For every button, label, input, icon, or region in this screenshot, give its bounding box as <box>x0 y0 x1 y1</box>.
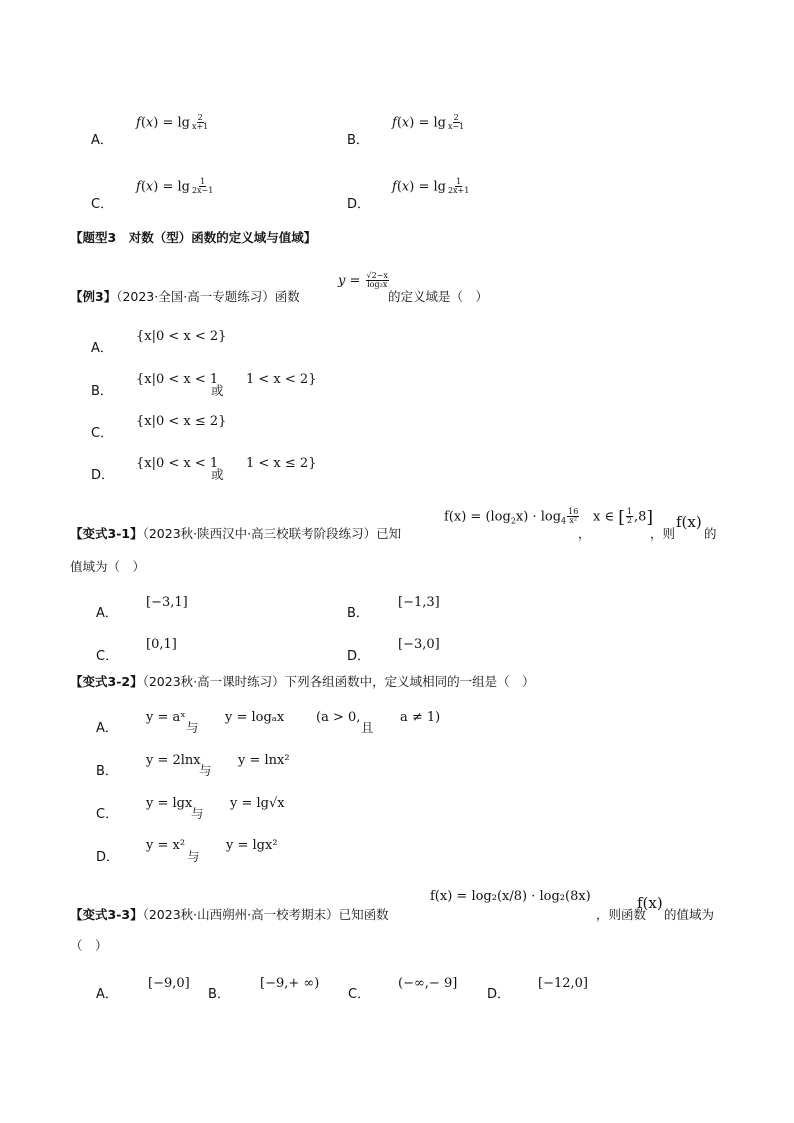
v32-option-a-2: y = logₐx <box>225 710 285 725</box>
v33-formula: f(x) = log₂(x/8) · log₂(8x) <box>430 889 591 904</box>
v32-option-a-label: A． <box>96 721 118 736</box>
v33-source: （2023秋·山西朔州·高一校考期末）已知函数 <box>142 907 389 922</box>
v31-option-a: [−3,1] <box>146 595 188 610</box>
v31-domain-a: x ∈ <box>593 509 615 525</box>
v32-option-d-label: D． <box>96 850 120 865</box>
frac-num: 1 <box>200 177 206 186</box>
v31-formula-a: f(x) = (log <box>444 509 511 525</box>
ex3-option-d-or: 或 <box>211 467 224 482</box>
v32-option-b-2: y = lnx² <box>238 753 290 768</box>
v33-suffix: 的值域为 <box>664 907 715 922</box>
ex3-option-a: {x|0 < x < 2} <box>136 329 227 344</box>
v32-source: （2023秋·高一课时练习）下列各组函数中，定义域相同的一组是（ ） <box>142 674 535 689</box>
v32-option-a-yu: 与 <box>186 720 199 735</box>
v32-option-d-2: y = lgx² <box>226 838 278 853</box>
v31-option-a-label: A． <box>96 606 118 621</box>
v33-line2: （ ） <box>70 938 108 953</box>
option-a-label: A． <box>91 133 113 148</box>
v31-option-d: [−3,0] <box>398 637 440 652</box>
v31-label: 【变式3-1】 <box>70 526 143 541</box>
frac-num: 1 <box>626 507 632 516</box>
ex3-option-b-1: {x|0 < x < 1 <box>136 372 219 387</box>
v32-option-b-label: B． <box>96 764 118 779</box>
ex3-source: （2023·全国·高一专题练习）函数 <box>116 289 300 304</box>
ex3-option-b-or: 或 <box>211 383 224 398</box>
option-d-label: D． <box>347 197 371 212</box>
ex3-option-b-label: B． <box>91 384 113 399</box>
ex3-option-d-2: 1 < x ≤ 2} <box>246 456 317 471</box>
frac-den: x+1 <box>191 122 209 132</box>
section-heading: 【题型3 对数（型）函数的定义域与值域】 <box>70 230 317 245</box>
frac-den: 2x−1 <box>191 186 214 196</box>
frac-num: 16 <box>568 507 579 516</box>
v33-fx: f(x) <box>637 894 663 912</box>
v31-line2: 值域为（ ） <box>70 559 146 574</box>
v31-fx: f(x) <box>676 513 702 531</box>
v33-label: 【变式3-3】 <box>70 907 143 922</box>
option-c-label: C． <box>91 197 114 212</box>
v31-formula-b: x) · log <box>515 509 562 525</box>
v31-option-c: [0,1] <box>146 637 177 652</box>
frac-den: 2x+1 <box>447 186 470 196</box>
frac-den: x−1 <box>447 122 465 132</box>
v32-option-a-1: y = aˣ <box>146 710 186 725</box>
frac-den: x² <box>569 516 578 526</box>
v33-option-b-label: B． <box>208 987 230 1002</box>
v31-domain: x ∈ [ $\frac{1}{2}$ ,8] <box>593 507 654 528</box>
option-b-label: B． <box>347 133 369 148</box>
frac-num: √2−x <box>366 271 388 280</box>
frac-num: 1 <box>456 177 462 186</box>
ex3-option-c-label: C． <box>91 426 114 441</box>
v32-option-c-2: y = lg√x <box>230 796 285 811</box>
ex3-option-b-2: 1 < x < 2} <box>246 372 317 387</box>
v33-then: ，则函数 <box>596 907 647 922</box>
ex3-option-c: {x|0 < x ≤ 2} <box>136 414 227 429</box>
v31-option-d-label: D． <box>347 649 371 664</box>
v32-text <box>70 676 535 689</box>
v31-then: ，则 <box>650 526 676 541</box>
v33-text <box>70 909 389 922</box>
v32-option-a-qie: 且 <box>361 720 374 735</box>
v33-option-b: [−9,+ ∞) <box>260 976 320 991</box>
v31-option-c-label: C． <box>96 649 119 664</box>
option-d-formula: f(x) = lg $\frac{1}{2x+1}$ <box>392 177 470 196</box>
option-c-formula: f(x) = lg $\frac{1}{2x-1}$ <box>136 177 214 196</box>
option-a-formula: f(x) = lg $\frac{2}{x+1}$ <box>136 113 209 132</box>
v33-option-a: [−9,0] <box>148 976 190 991</box>
v31-text <box>70 528 401 541</box>
v33-option-d: [−12,0] <box>538 976 588 991</box>
v31-formula: $f(x) = (\log_2x) \cdot \log_4$ $\frac{16}{\text{x²}}$ <box>444 507 579 526</box>
v32-option-b-1: y = 2lnx <box>146 753 201 768</box>
v32-option-c-yu: 与 <box>191 806 204 821</box>
v31-option-b: [−1,3] <box>398 595 440 610</box>
ex3-formula: y = $\frac{√2-x}{\text{log₂x}}$ <box>338 271 388 290</box>
ex3-option-a-label: A． <box>91 341 113 356</box>
ex3-label: 【例3】 <box>70 289 117 304</box>
v32-option-a-4: a ≠ 1) <box>400 710 441 725</box>
v32-option-b-yu: 与 <box>199 763 212 778</box>
v33-option-d-label: D． <box>487 987 511 1002</box>
frac-den: 2 <box>626 516 632 526</box>
frac-num: 2 <box>453 113 459 122</box>
v31-domain-b: ,8 <box>633 509 647 525</box>
ex3-text <box>70 291 300 304</box>
ex3-option-d-1: {x|0 < x < 1 <box>136 456 219 471</box>
v33-option-c-label: C． <box>348 987 371 1002</box>
frac-num: 2 <box>197 113 203 122</box>
ex3-suffix: 的定义域是（ ） <box>388 289 489 304</box>
frac-den: log₂x <box>367 280 388 290</box>
v32-option-c-label: C． <box>96 807 119 822</box>
v32-option-c-1: y = lgx <box>146 796 193 811</box>
v32-option-a-3: (a > 0, <box>316 710 361 725</box>
option-b-formula: f(x) = lg $\frac{2}{x-1}$ <box>392 113 465 132</box>
ex3-option-d-label: D． <box>91 468 115 483</box>
v33-option-a-label: A． <box>96 987 118 1002</box>
v31-option-b-label: B． <box>347 606 369 621</box>
v32-option-d-1: y = x² <box>146 838 186 853</box>
v31-de: 的 <box>704 526 717 541</box>
v31-comma: ， <box>578 526 591 541</box>
v32-label: 【变式3-2】 <box>70 674 143 689</box>
v33-option-c: (−∞,− 9] <box>398 976 458 991</box>
v31-source: （2023秋·陕西汉中·高三校联考阶段练习）已知 <box>142 526 402 541</box>
v32-option-d-yu: 与 <box>187 849 200 864</box>
